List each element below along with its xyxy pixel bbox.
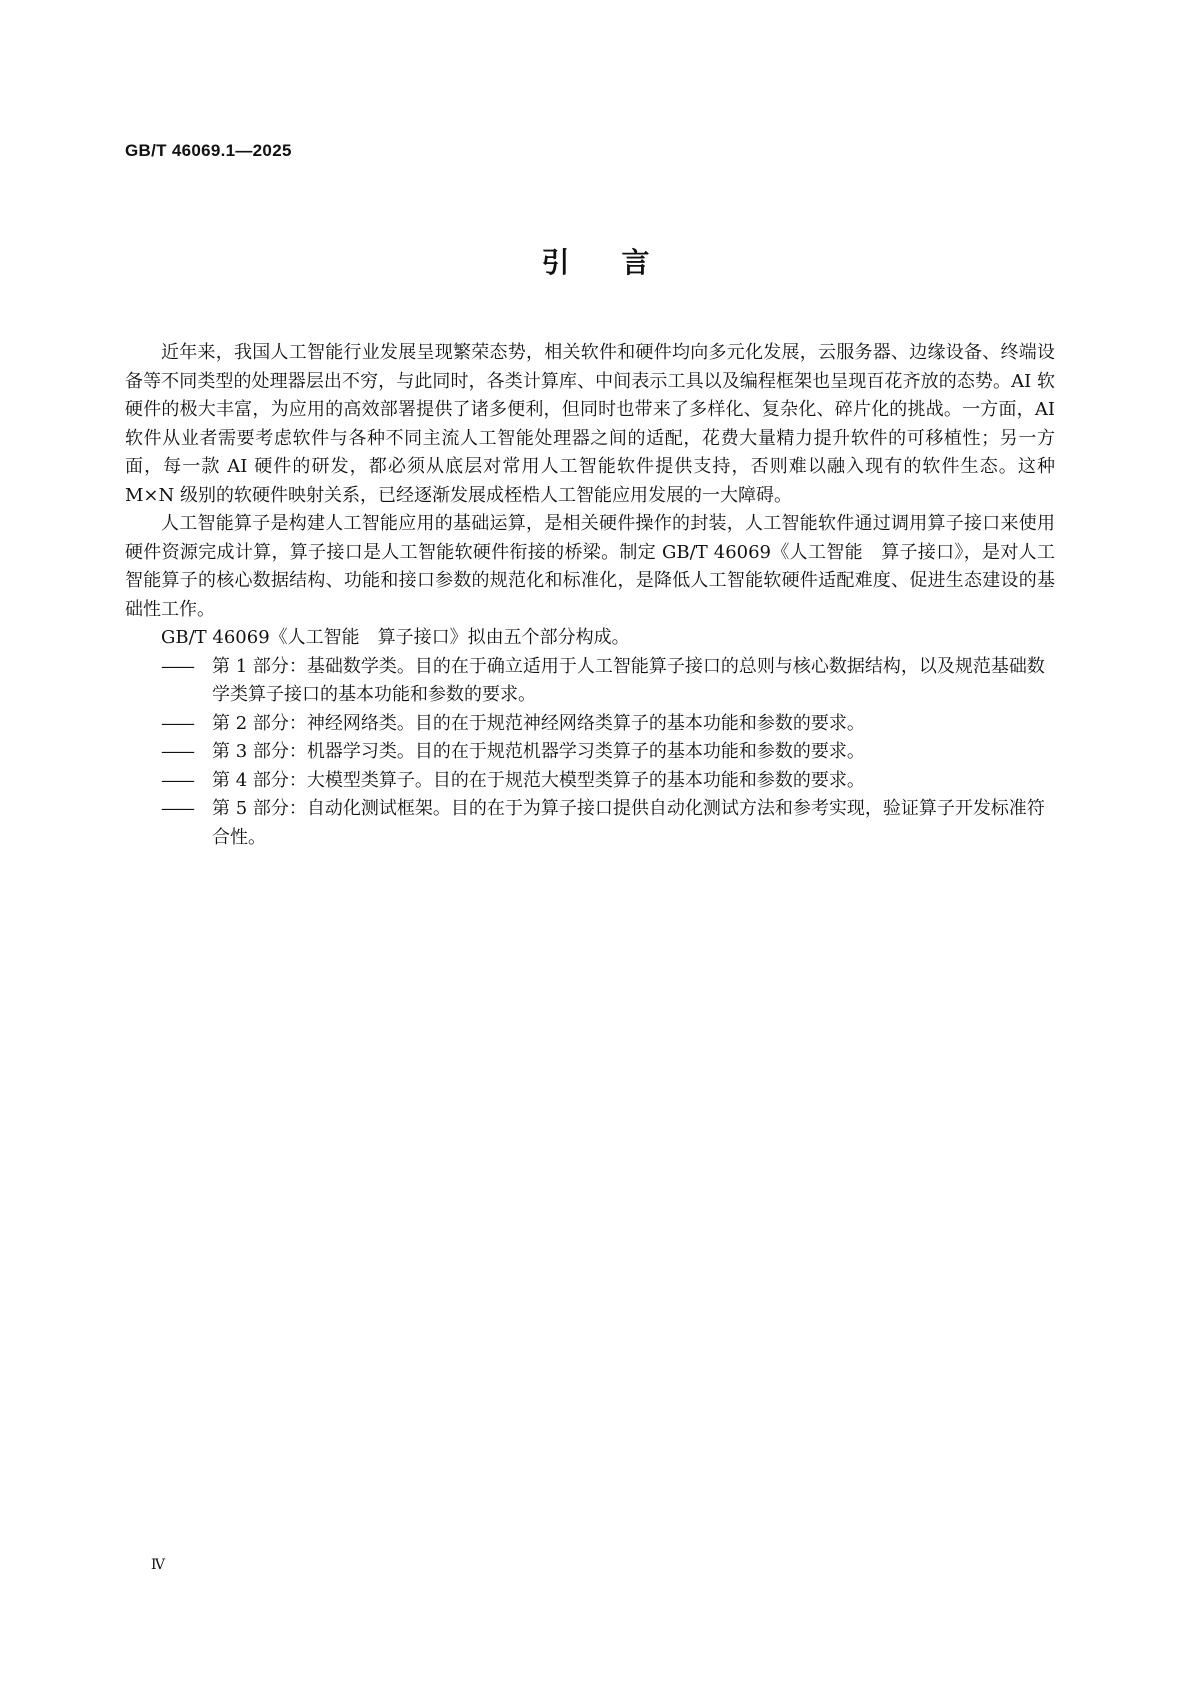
- list-item-part-1: [125, 653, 1055, 710]
- standard-code-header: GB/T 46069.1—2025: [125, 141, 292, 160]
- list-item-text: 第 5 部分：自动化测试框架。目的在于为算子接口提供自动化测试方法和参考实现，验证算子开发标准符合性。: [212, 798, 1045, 848]
- list-dash: ——: [161, 798, 193, 819]
- list-dash: ——: [161, 741, 193, 762]
- page-number: Ⅳ: [151, 1557, 165, 1573]
- list-item-part-2: [125, 710, 1055, 739]
- paragraph-background: 近年来，我国人工智能行业发展呈现繁荣态势，相关软件和硬件均向多元化发展，云服务器、边缘设备、终端设备等不同类型的处理器层出不穷，与此同时，各类计算库、中间表示工具以及编程框架也呈现百花齐放的态势。AI 软硬件的极大丰富，为应用的高效部署提供了诸多便利，但同时也带来了多样化、复杂化、碎片化的挑战。一方面，AI 软件从业者需要考虑软件与各种不同主流人工智能处理器之间的适配，花费大量精力提升软件的可移植性；另一方面，每一款 AI 硬件的研发，都必须从底层对常用人工智能软件提供支持，否则难以融入现有的软件生态。这种 M×N 级别的软硬件映射关系，已经逐渐发展成桎梏人工智能应用发展的一大障碍。: [125, 342, 1055, 506]
- list-dash: ——: [161, 769, 193, 791]
- list-item-text: 第 3 部分：机器学习类。目的在于规范机器学习类算子的基本功能和参数的要求。: [212, 741, 865, 762]
- paragraph-operator-definition: 人工智能算子是构建人工智能应用的基础运算，是相关硬件操作的封装，人工智能软件通过调用算子接口来使用硬件资源完成计算，算子接口是人工智能软硬件衔接的桥梁。制定 GB/T 46069《人工智能 算子接口》，是对人工智能算子的核心数据结构、功能和接口参数的规范化和标准化，是降低人工智能软硬件适配难度、促进生态建设的基础性工作。: [125, 513, 1055, 620]
- list-item-part-4: [125, 767, 1055, 796]
- list-item-text: 第 1 部分：基础数学类。目的在于确立适用于人工智能算子接口的总则与核心数据结构，以及规范基础数学类算子接口的基本功能和参数的要求。: [212, 655, 1045, 705]
- list-dash: ——: [161, 655, 193, 677]
- list-item-part-3: [125, 738, 1055, 767]
- list-item-text: 第 4 部分：大模型类算子。目的在于规范大模型类算子的基本功能和参数的要求。: [212, 769, 865, 791]
- paragraph-parts-intro: GB/T 46069《人工智能 算子接口》拟由五个部分构成。: [161, 627, 630, 648]
- list-item-text: 第 2 部分：神经网络类。目的在于规范神经网络类算子的基本功能和参数的要求。: [212, 712, 865, 734]
- introduction-body: [125, 339, 1055, 852]
- page-title: 引言: [541, 246, 702, 279]
- list-dash: ——: [161, 712, 193, 734]
- list-item-part-5: [125, 795, 1055, 852]
